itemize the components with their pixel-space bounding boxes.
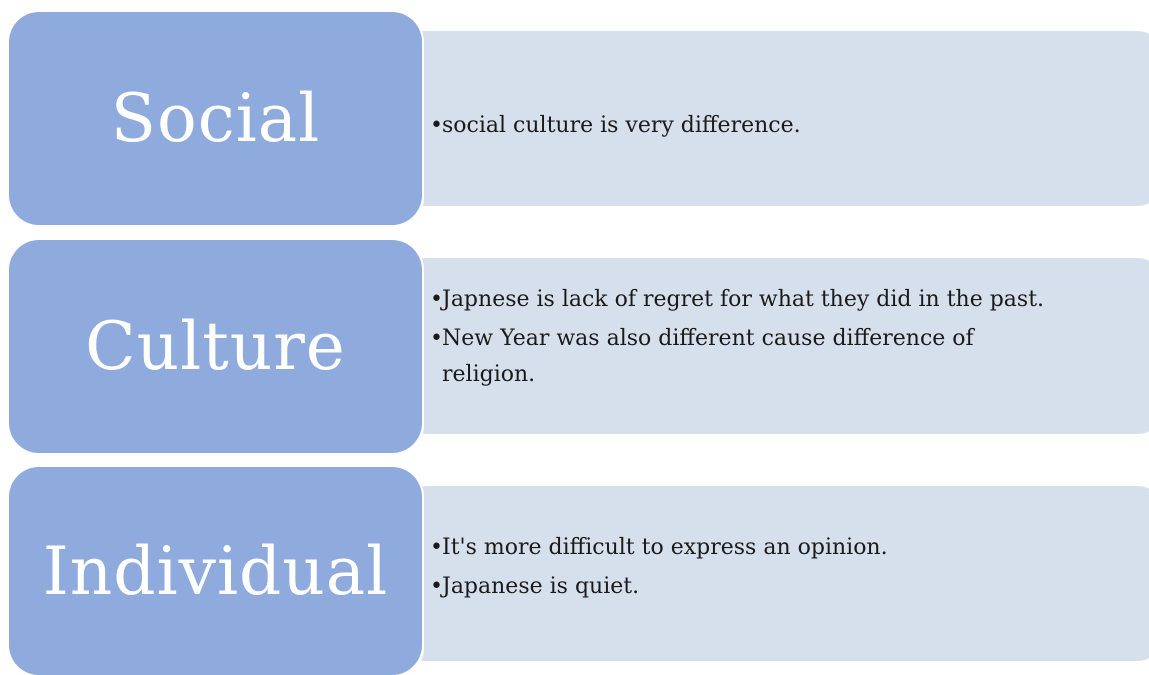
bullet-item: • Japanese is quiet. [430,569,1149,605]
bullet-list-culture [430,282,1149,396]
bullet-item: • Japnese is lack of regret for what they did in the past. [430,282,1149,318]
label-box-culture [9,240,422,453]
bullet-item: • It's more difficult to express an opinion. [430,530,1149,566]
bullet-list-individual [430,530,1149,608]
label-individual: Individual [42,532,389,610]
bullet-item: • New Year was also different cause difference of religion. [430,321,1149,393]
label-social: Social [110,80,321,157]
label-box-individual [9,467,422,675]
label-box-social [9,12,422,225]
label-culture: Culture [85,308,346,385]
bullet-item: • social culture is very difference. [430,108,1149,144]
bullet-list-social [430,108,1149,147]
